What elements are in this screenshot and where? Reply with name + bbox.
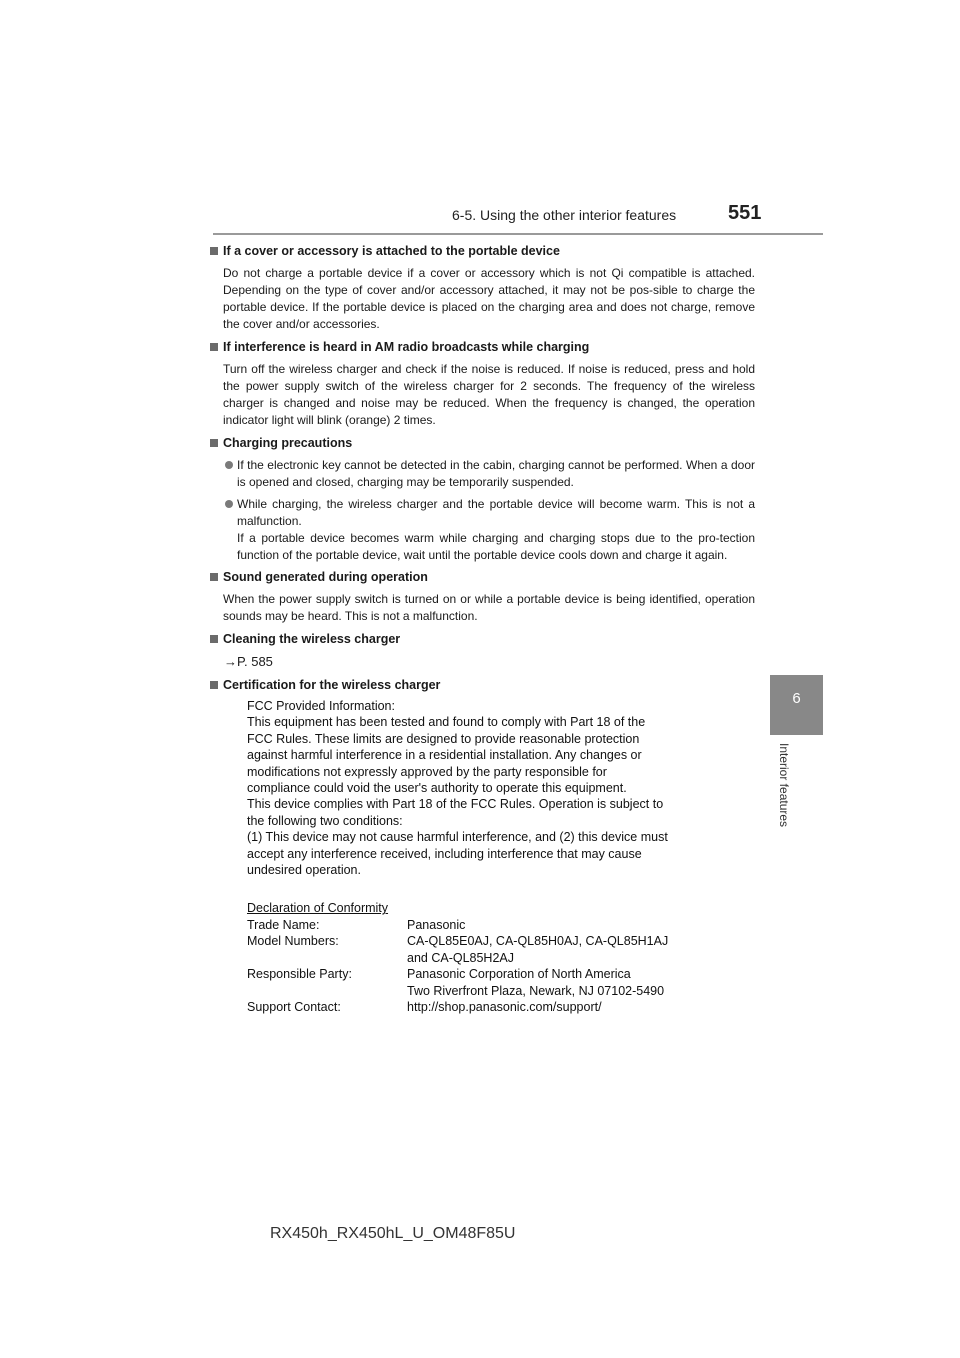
- header-rule: [213, 233, 823, 235]
- section-title: 6-5. Using the other interior features: [452, 207, 677, 223]
- fcc-line: accept any interference received, including interference that may cause: [247, 846, 642, 861]
- fcc-certification: [247, 698, 717, 1015]
- chapter-number: 6: [792, 690, 801, 707]
- section-text: When the power supply switch is turned on or while a portable device is being identified, operation sounds may be heard. This is not a malfunction.: [223, 592, 755, 623]
- section-text: Turn off the wireless charger and check if the noise is reduced. If noise is reduced, press and hold the power supply switch of the wireless charger for 2 seconds. The frequency of the wireless charger is changed and noise may be reduced. When the frequency is changed, the operation indicator light will blink (orange) 2 times.: [223, 362, 755, 427]
- fcc-line: modifications not expressly approved by the party responsible for: [247, 764, 607, 779]
- table-row: and CA-QL85H2AJ: [407, 950, 515, 965]
- square-bullet-icon: [210, 247, 218, 255]
- fcc-line: This equipment has been tested and found to comply with Part 18 of the: [247, 715, 646, 730]
- chapter-tab: [770, 675, 823, 735]
- fcc-line: (1) This device may not cause harmful interference, and (2) this device must: [247, 830, 668, 845]
- square-bullet-icon: [210, 635, 218, 643]
- round-bullet-icon: [225, 500, 233, 508]
- list-item: If the electronic key cannot be detected in the cabin, charging cannot be performed. When a door is opened and closed, charging may be temporarily suspended.: [223, 457, 755, 491]
- square-bullet-icon: [210, 439, 218, 447]
- fcc-line: FCC Provided Information:: [247, 699, 395, 713]
- fcc-line: compliance could void the user's authority to operate this equipment.: [247, 781, 627, 796]
- declaration-heading: Declaration of Conformity: [247, 901, 389, 916]
- section-text: Do not charge a portable device if a cover or accessory which is not Qi compatible is attached. Depending on the type of cover and/or accessory attached, it may not be pos-sible to charge the portable device. If the portable device is placed on the charging area and does not charge, remove the cover and/or accessories.: [223, 266, 755, 331]
- main-content: [210, 243, 755, 699]
- fcc-line: FCC Rules. These limits are designed to provide reasonable protection: [247, 731, 640, 746]
- round-bullet-icon: [225, 461, 233, 469]
- section-heading: If a cover or accessory is attached to the portable device: [210, 243, 755, 260]
- section-heading: Cleaning the wireless charger: [210, 631, 755, 648]
- page-header: [0, 0, 960, 240]
- fcc-line: This device complies with Part 18 of the FCC Rules. Operation is subject to: [247, 797, 664, 812]
- list-item: While charging, the wireless charger and the portable device will become warm. This is not a malfunction. If a portable device becomes warm while charging and charging stops due to the pro-tection function of the portable device, wait until the portable device cools down and charge it again.: [223, 496, 755, 564]
- table-row: Support Contact: http://shop.panasonic.com/support/: [247, 999, 717, 1015]
- chapter-title: Interior features: [777, 743, 791, 828]
- page-number: 551: [728, 202, 762, 224]
- square-bullet-icon: [210, 343, 218, 351]
- table-row: Responsible Party: Panasonic Corporation of North America: [247, 967, 631, 982]
- fcc-line: undesired operation.: [247, 863, 361, 878]
- chapter-title-vertical: [773, 743, 793, 853]
- section-heading: If interference is heard in AM radio broadcasts while charging: [210, 339, 755, 356]
- table-row: Two Riverfront Plaza, Newark, NJ 07102-5490: [407, 983, 665, 998]
- section-heading: Charging precautions: [210, 435, 755, 452]
- document-id: RX450h_RX450hL_U_OM48F85U: [270, 1225, 516, 1242]
- page-reference-link[interactable]: →P. 585: [224, 654, 273, 669]
- fcc-line: the following two conditions:: [247, 813, 403, 828]
- fcc-line: against harmful interference in a residential installation. Any changes or: [247, 748, 642, 763]
- support-url[interactable]: http://shop.panasonic.com/support/: [407, 999, 602, 1014]
- square-bullet-icon: [210, 681, 218, 689]
- table-row: Trade Name: Panasonic: [247, 917, 466, 932]
- section-heading: Certification for the wireless charger: [210, 677, 755, 694]
- section-heading: Sound generated during operation: [210, 569, 755, 586]
- table-row: Model Numbers: CA-QL85E0AJ, CA-QL85H0AJ, CA-QL85H1AJ: [247, 934, 669, 949]
- square-bullet-icon: [210, 573, 218, 581]
